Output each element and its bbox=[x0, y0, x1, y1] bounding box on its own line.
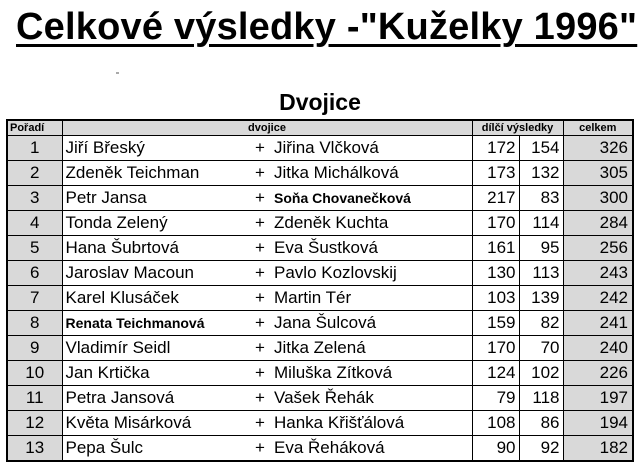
table-row bbox=[7, 336, 633, 361]
player1-cell: Pepa Šulc bbox=[62, 436, 248, 462]
rank-cell: 9 bbox=[7, 336, 62, 361]
rank-cell: 1 bbox=[7, 136, 62, 161]
player2-cell: Martin Tér bbox=[272, 286, 472, 311]
player1-cell: Karel Klusáček bbox=[62, 286, 248, 311]
score1-cell: 172 bbox=[472, 136, 519, 161]
total-cell: 243 bbox=[563, 261, 633, 286]
score1-cell: 159 bbox=[472, 311, 519, 336]
player2-cell: Vašek Řehák bbox=[272, 386, 472, 411]
plus-sign: + bbox=[248, 336, 272, 361]
player1-cell: Petr Jansa bbox=[62, 186, 248, 211]
player2-cell: Eva Šustková bbox=[272, 236, 472, 261]
rank-cell: 11 bbox=[7, 386, 62, 411]
total-cell: 194 bbox=[563, 411, 633, 436]
table-row bbox=[7, 286, 633, 311]
table-row bbox=[7, 386, 633, 411]
plus-sign: + bbox=[248, 286, 272, 311]
player1-cell: Hana Šubrtová bbox=[62, 236, 248, 261]
player2-cell: Jana Šulcová bbox=[272, 311, 472, 336]
plus-sign: + bbox=[248, 311, 272, 336]
player2-cell: Jitka Zelená bbox=[272, 336, 472, 361]
plus-sign: + bbox=[248, 186, 272, 211]
header-partial: dílčí výsledky bbox=[472, 120, 563, 136]
score1-cell: 103 bbox=[472, 286, 519, 311]
total-cell: 300 bbox=[563, 186, 633, 211]
rank-cell: 6 bbox=[7, 261, 62, 286]
rank-cell: 7 bbox=[7, 286, 62, 311]
total-cell: 226 bbox=[563, 361, 633, 386]
total-cell: 182 bbox=[563, 436, 633, 462]
score1-cell: 170 bbox=[472, 211, 519, 236]
rank-cell: 2 bbox=[7, 161, 62, 186]
table-row bbox=[7, 361, 633, 386]
rank-cell: 13 bbox=[7, 436, 62, 462]
total-cell: 240 bbox=[563, 336, 633, 361]
plus-sign: + bbox=[248, 236, 272, 261]
score1-cell: 90 bbox=[472, 436, 519, 462]
player2-cell: Jitka Michálková bbox=[272, 161, 472, 186]
section-title: Dvojice bbox=[279, 89, 361, 115]
header-pair: dvojice bbox=[62, 120, 472, 136]
score2-cell: 139 bbox=[519, 286, 563, 311]
plus-sign: + bbox=[248, 436, 272, 462]
score2-cell: 83 bbox=[519, 186, 563, 211]
score1-cell: 79 bbox=[472, 386, 519, 411]
header-order: Pořadí bbox=[7, 120, 62, 136]
player2-cell: Eva Řeháková bbox=[272, 436, 472, 462]
player2-cell: Jiřina Vlčková bbox=[272, 136, 472, 161]
score2-cell: 113 bbox=[519, 261, 563, 286]
plus-sign: + bbox=[248, 386, 272, 411]
player1-cell: Renata Teichmanová bbox=[62, 311, 248, 336]
plus-sign: + bbox=[248, 136, 272, 161]
table-row bbox=[7, 236, 633, 261]
plus-sign: + bbox=[248, 211, 272, 236]
plus-sign: + bbox=[248, 361, 272, 386]
table-row bbox=[7, 136, 633, 161]
plus-sign: + bbox=[248, 261, 272, 286]
score1-cell: 161 bbox=[472, 236, 519, 261]
plus-sign: + bbox=[248, 161, 272, 186]
table-row bbox=[7, 261, 633, 286]
rank-cell: 8 bbox=[7, 311, 62, 336]
score2-cell: 154 bbox=[519, 136, 563, 161]
player1-cell: Zdeněk Teichman bbox=[62, 161, 248, 186]
rank-cell: 12 bbox=[7, 411, 62, 436]
total-cell: 197 bbox=[563, 386, 633, 411]
plus-sign: + bbox=[248, 411, 272, 436]
table-row bbox=[7, 311, 633, 336]
table-row bbox=[7, 411, 633, 436]
player1-cell: Jiří Břeský bbox=[62, 136, 248, 161]
score2-cell: 82 bbox=[519, 311, 563, 336]
table-row bbox=[7, 186, 633, 211]
player1-cell: Tonda Zelený bbox=[62, 211, 248, 236]
total-cell: 326 bbox=[563, 136, 633, 161]
score2-cell: 95 bbox=[519, 236, 563, 261]
total-cell: 284 bbox=[563, 211, 633, 236]
rank-cell: 5 bbox=[7, 236, 62, 261]
total-cell: 256 bbox=[563, 236, 633, 261]
player2-cell: Miluška Zítková bbox=[272, 361, 472, 386]
score1-cell: 124 bbox=[472, 361, 519, 386]
table-row bbox=[7, 436, 633, 462]
total-cell: 305 bbox=[563, 161, 633, 186]
rank-cell: 3 bbox=[7, 186, 62, 211]
player1-cell: Květa Misárková bbox=[62, 411, 248, 436]
player2-cell: Soňa Chovanečková bbox=[272, 186, 472, 211]
header-total: celkem bbox=[563, 120, 633, 136]
score1-cell: 217 bbox=[472, 186, 519, 211]
total-cell: 242 bbox=[563, 286, 633, 311]
player1-cell: Jaroslav Macoun bbox=[62, 261, 248, 286]
results-table bbox=[6, 119, 634, 462]
score2-cell: 92 bbox=[519, 436, 563, 462]
player2-cell: Hanka Křišťálová bbox=[272, 411, 472, 436]
score2-cell: 132 bbox=[519, 161, 563, 186]
score1-cell: 130 bbox=[472, 261, 519, 286]
page-title: Celkové výsledky -"Kuželky 1996" bbox=[16, 6, 638, 48]
score2-cell: 102 bbox=[519, 361, 563, 386]
player1-cell: Jan Krtička bbox=[62, 361, 248, 386]
player2-cell: Pavlo Kozlovskij bbox=[272, 261, 472, 286]
player1-cell: Petra Jansová bbox=[62, 386, 248, 411]
score2-cell: 118 bbox=[519, 386, 563, 411]
score2-cell: 114 bbox=[519, 211, 563, 236]
player2-cell: Zdeněk Kuchta bbox=[272, 211, 472, 236]
rank-cell: 4 bbox=[7, 211, 62, 236]
score1-cell: 170 bbox=[472, 336, 519, 361]
score1-cell: 108 bbox=[472, 411, 519, 436]
score1-cell: 173 bbox=[472, 161, 519, 186]
score2-cell: 86 bbox=[519, 411, 563, 436]
total-cell: 241 bbox=[563, 311, 633, 336]
table-row bbox=[7, 161, 633, 186]
score2-cell: 70 bbox=[519, 336, 563, 361]
scan-speck bbox=[116, 72, 119, 74]
table-row bbox=[7, 211, 633, 236]
player1-cell: Vladimír Seidl bbox=[62, 336, 248, 361]
header-row bbox=[7, 120, 633, 136]
rank-cell: 10 bbox=[7, 361, 62, 386]
